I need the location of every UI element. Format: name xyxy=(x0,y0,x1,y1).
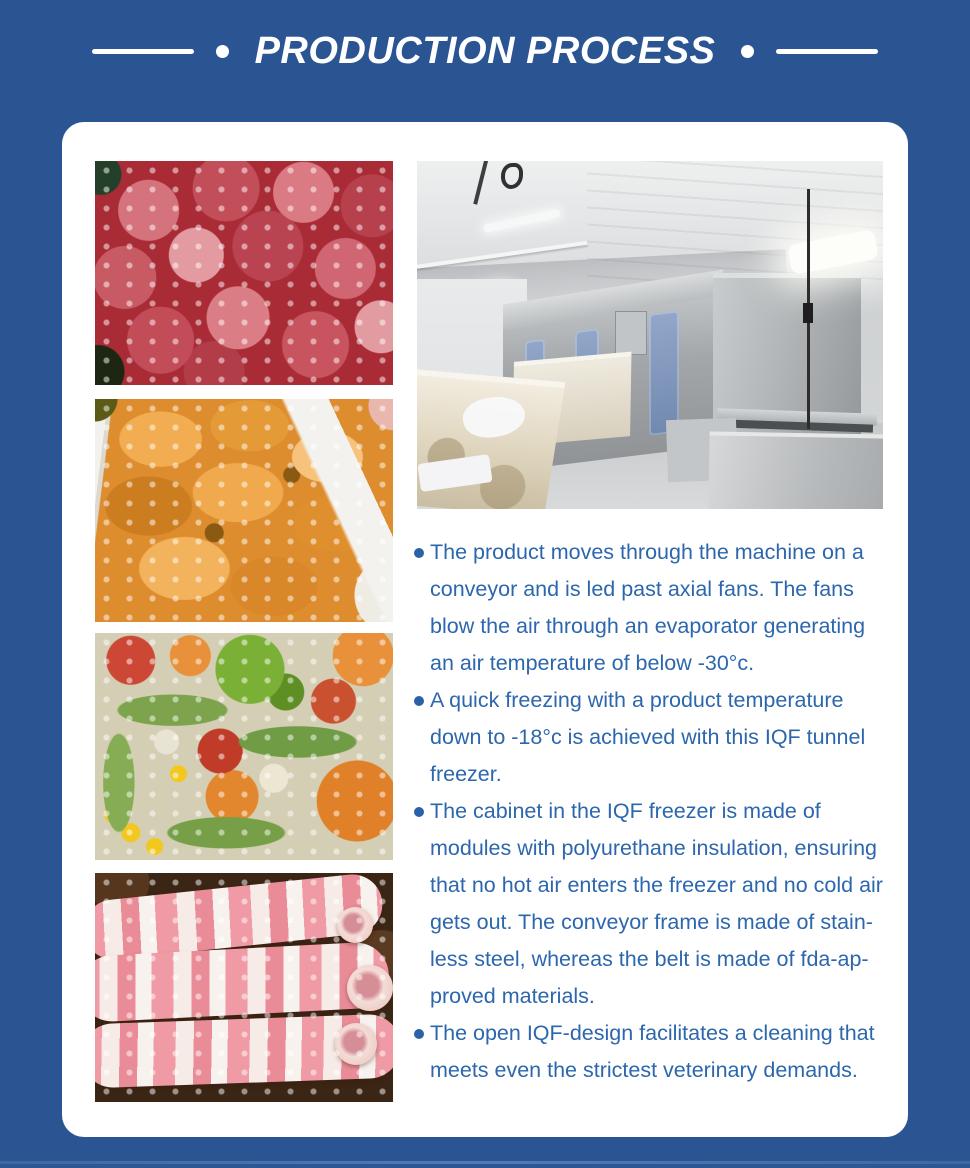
hanging-cable xyxy=(501,163,523,189)
title-rule-right xyxy=(776,49,878,54)
frozen-strawberries-photo xyxy=(95,161,393,385)
frozen-meat-rolls-photo xyxy=(95,873,393,1102)
frost-overlay xyxy=(95,633,393,860)
process-note-list xyxy=(414,534,888,1089)
conveyor-table xyxy=(708,431,883,509)
title-dot-right xyxy=(741,45,754,58)
frost-overlay xyxy=(95,161,393,385)
process-description xyxy=(414,534,888,1089)
pole-fitting xyxy=(803,303,813,323)
control-panel xyxy=(615,311,647,355)
title-rule-left xyxy=(92,49,194,54)
frozen-mango-slices-photo xyxy=(95,399,393,622)
frost-overlay xyxy=(95,399,393,622)
light-tube xyxy=(483,209,561,233)
process-note: A quick freezing with a product temperature down to -18°c is achieved with this IQF tunnel freezer. xyxy=(414,682,888,793)
content-card xyxy=(62,122,908,1137)
page-title: PRODUCTION PROCESS xyxy=(254,30,716,72)
next-section-edge xyxy=(0,1164,970,1168)
frozen-mixed-vegetables-photo xyxy=(95,633,393,860)
iqf-tunnel-freezer-photo xyxy=(417,161,883,509)
frost-overlay xyxy=(95,873,393,1102)
ceiling-pipe xyxy=(473,161,488,205)
section-header xyxy=(0,0,970,103)
process-note: The open IQF-design facilitates a cleaning that meets even the strictest veterinary demands. xyxy=(414,1015,888,1089)
process-note: The cabinet in the IQF freezer is made of modules with polyurethane insulation, ensuring that no hot air enters the freezer and no cold air gets out. The conveyor frame is made of stain-less steel, whereas the belt is made of fda-ap-proved materials. xyxy=(414,793,888,1015)
title-dot-left xyxy=(216,45,229,58)
freezer-door xyxy=(649,310,679,436)
process-note: The product moves through the machine on a conveyor and is led past axial fans. The fans blow the air through an evaporator generating an air temperature of below -30°c. xyxy=(414,534,888,682)
